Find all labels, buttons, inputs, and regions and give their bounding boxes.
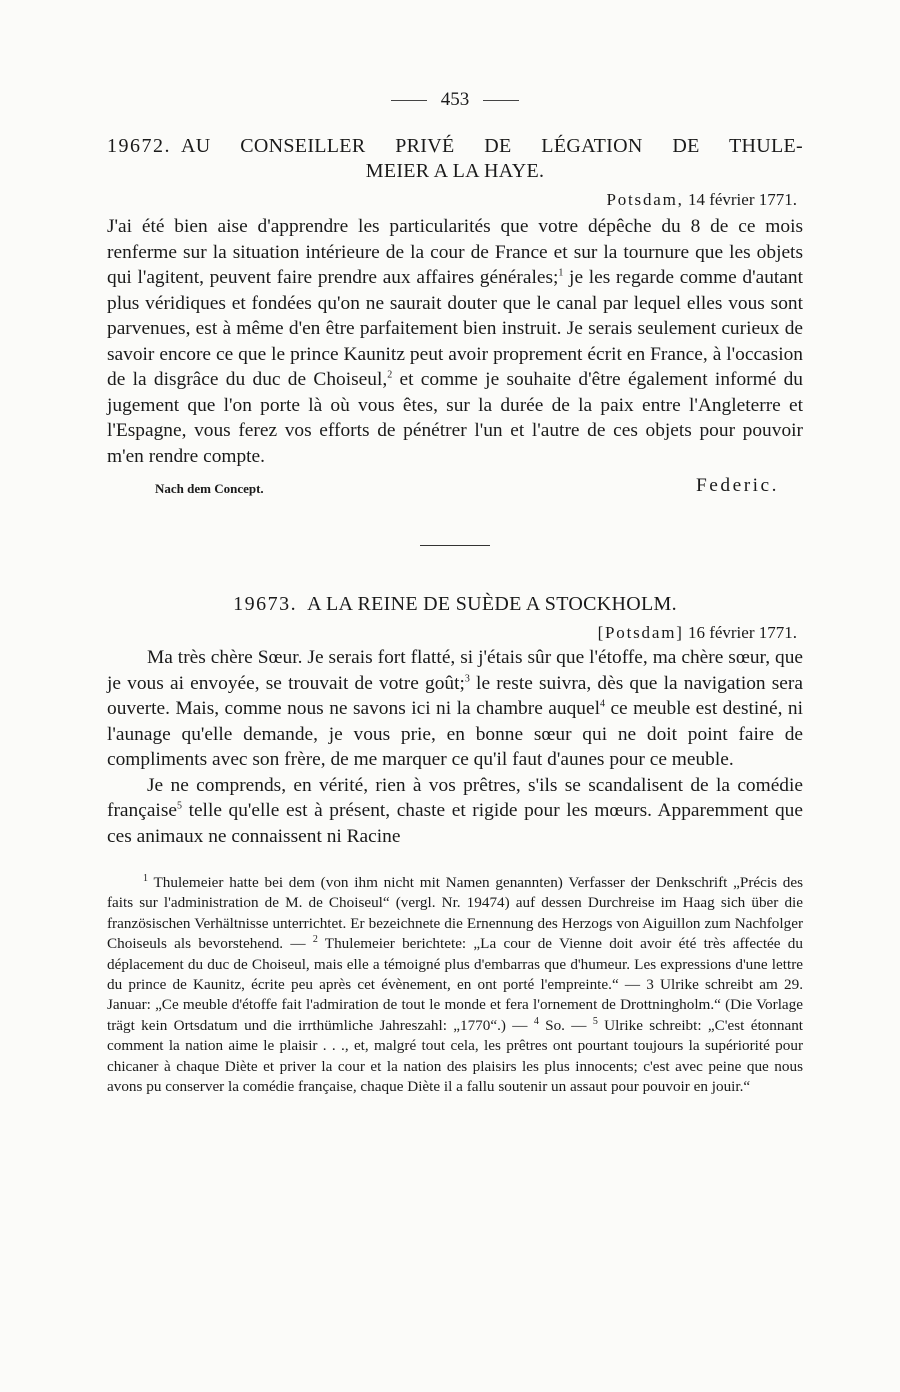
letter-separator — [420, 545, 490, 546]
letter1-number: 19672. — [107, 135, 171, 157]
letter1-signature: Federic. — [696, 475, 779, 496]
letter2-paragraph-1 — [107, 645, 803, 773]
letter1-place: Potsdam, — [606, 190, 684, 209]
header-rule-right — [483, 100, 519, 101]
footnote-ref-5: 5 — [176, 800, 182, 812]
footnote-marker-5: 5 — [592, 1015, 598, 1027]
letter1-text-2: je les regarde comme d'autant plus véridiques et fondées qu'on ne saurait douter que le canal par lequel elles vous sont parvenues, est à même d'en être parfaitement bien instruit. Je serais seulement curieux de savoir encore ce que le prince Kaunitz peut avoir proprement écrit en France, à l'occasion de la disgrâce du duc de Choiseul, — [107, 267, 803, 390]
letter2-dateline — [107, 621, 803, 645]
footnote-ref-2: 2 — [387, 369, 393, 381]
footnote-ref-1: 1 — [558, 267, 564, 279]
footnote-text-4: So. — — [538, 1016, 593, 1034]
footnote-text-5: Ulrike schreibt: „C'est étonnant comment la nation aime le plaisir . . ., et, malgré tout cela, les prêtres ont pourtant toujours la supériorité pour chicaner à chaque Diète et priver la cour et la nation des plaisirs les plus innocents; c'est avec peine que nous avons pu conserver la comédie française, chaque Diète il a fallu soutenir un assaut pour pouvoir en jouir.“ — [107, 1016, 804, 1096]
footnote-marker-3: 3 — [646, 976, 654, 994]
letter1-body — [107, 214, 803, 469]
letter2-text-5: telle qu'elle est à présent, chaste et rigide pour les mœurs. Apparemment que ces animaux ne connaissent ni Racine — [107, 800, 803, 847]
footnote-text-3: Ulrike schreibt am 29. Januar: „Ce meuble d'étoffe fait l'admiration de tout le monde et fera l'ornement de Drottningholm.“ (Die Vorlage trägt kein Ortsdatum und die irrthümliche Jahreszahl: „1770“.) — — [107, 976, 803, 1034]
header-rule-left — [391, 100, 427, 101]
letter1-text-3: et comme je souhaite d'être également informé du jugement que l'on porte là où vous êtes, sur la durée de la paix entre l'Angleterre et l'Espagne, vous ferez vos efforts de pénétrer l'un et l'autre de ces objets pour pouvoir m'en rendre compte. — [107, 369, 804, 467]
letter1-text-1: J'ai été bien aise d'apprendre les particularités que votre dépêche du 8 de ce mois renferme sur la situation intérieure de la cour de France et sur la tournure que les objets qui l'agitent, peuvent faire prendre aux affaires générales; — [107, 216, 803, 288]
letter2-number: 19673. — [233, 593, 298, 615]
letter1-dateline — [107, 188, 803, 212]
footnote-marker-4: 4 — [533, 1015, 539, 1027]
footnotes — [107, 873, 803, 1097]
footnote-ref-4: 4 — [599, 698, 605, 710]
letter2-paragraph-2 — [107, 773, 803, 850]
letter1-source: Nach dem Concept. — [155, 481, 264, 496]
footnote-text-1: Thulemeier hatte bei dem (von ihm nicht mit Namen genannten) Verfasser der Denkschrift „Précis des faits sur l'administration de M. de Choiseul“ (vergl. Nr. 19474) auf dessen Durchreise im Haag sich über die französischen Verhältnisse unterrichtet. Er bezeichnete die Ernennung des Herzogs von Aiguillon zum Nachfolger Choiseuls als bevorstehend. — — [107, 874, 803, 953]
footnote-marker-2: 2 — [312, 934, 318, 946]
letter2-heading — [107, 592, 803, 617]
letter2-text-3: ce meuble est destiné, ni l'aunage qu'elle demande, je vous prie, en bonne sœur qui ne doit point faire de compliments avec son frère, de me marquer ce qu'il faut d'aunes pour ce meuble. — [107, 698, 803, 770]
letter1-date: 14 février 1771. — [687, 190, 797, 209]
footnote-marker-1: 1 — [143, 872, 148, 884]
letter1-heading-line1 — [107, 134, 803, 159]
page-header — [107, 88, 803, 112]
letter1-title-line2: MEIER A LA HAYE. — [365, 160, 545, 182]
letter2-text-2: le reste suivra, dès que la navigation sera ouverte. Mais, comme nous ne savons ici ni la chambre auquel — [107, 672, 803, 719]
page — [107, 88, 803, 1113]
letter1-heading — [107, 134, 803, 184]
letter1-closing — [107, 475, 803, 503]
footnote-ref-3: 3 — [464, 673, 470, 685]
letter2-title: A LA REINE DE SUÈDE A STOCKHOLM. — [307, 593, 677, 615]
footnote-text-2: Thulemeier berichtete: „La cour de Vienne doit avoir été très affectée du déplacement du duc de Choiseul, mais elle a témoigné plus d'embarras que d'humeur. Les expressions d'une lettre du prince de Kaunitz, écrite peu après cet évènement, en ont porté l'empreinte.“ — — [107, 935, 803, 994]
page-number: 453 — [440, 89, 470, 110]
letter2-text-4: Je ne comprends, en vérité, rien à vos prêtres, s'ils se scandalisent de la comédie française — [107, 774, 803, 821]
letter2-text-1: Je serais fort flatté, si j'étais sûr que l'étoffe, ma chère sœur, que je vous ai envoyée, se trouvait de votre goût; — [107, 647, 804, 694]
letter1-title-line1: AU CONSEILLER PRIVÉ DE LÉGATION DE THULE- — [181, 135, 803, 157]
letter2-date: 16 février 1771. — [687, 623, 797, 642]
letter2-place: [Potsdam] — [597, 623, 684, 642]
letter2-salutation: Ma très chère Sœur. — [147, 647, 303, 668]
